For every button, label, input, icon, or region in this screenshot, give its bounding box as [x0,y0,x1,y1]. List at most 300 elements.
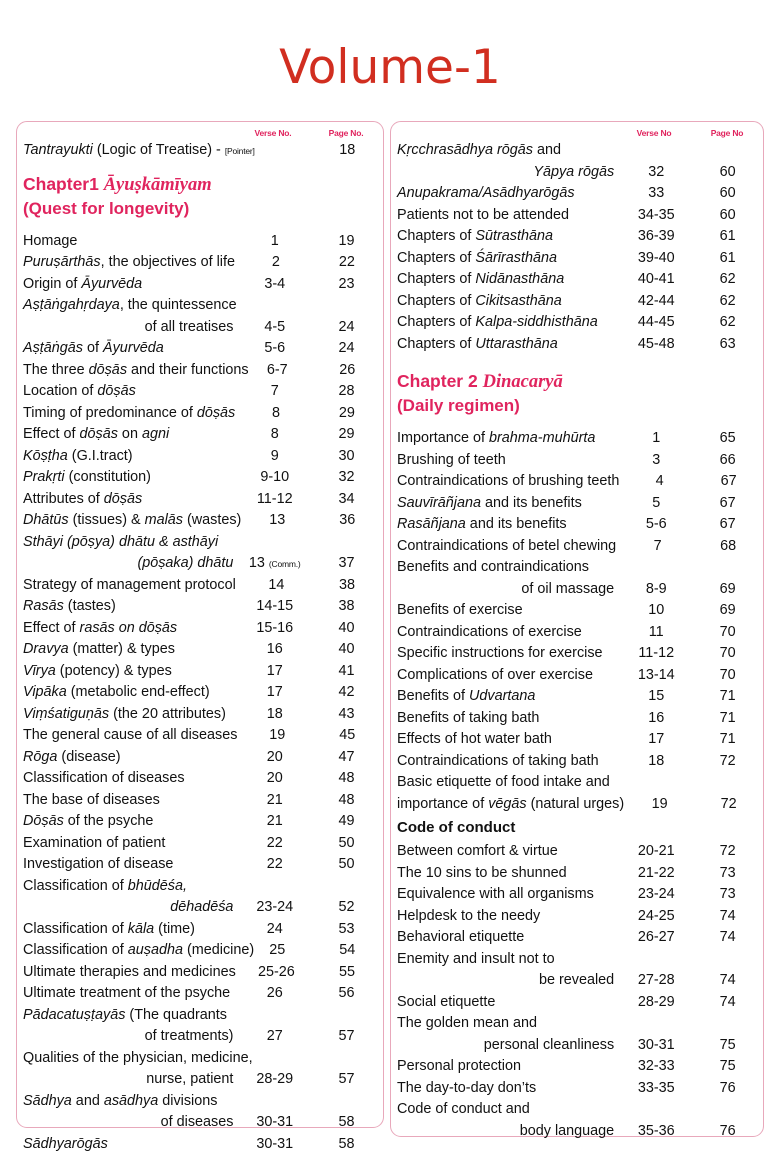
toc-entry[interactable] [397,992,757,1014]
entry-title [23,360,249,382]
entry-verse-no [233,1026,316,1048]
toc-entry[interactable] [397,269,757,291]
entry-text-plain: be revealed [538,972,615,989]
verse-value: 15 [648,688,665,705]
toc-entry[interactable] [397,970,757,992]
toc-entry[interactable] [397,248,757,270]
entry-page-no: 23 [338,275,355,292]
verse-value: 3 [652,451,661,468]
entry-page-no: 61 [719,249,736,266]
verse-value: 16 [648,709,665,726]
entry-text-italic: Kṛcchrasādhya rōgās [397,142,533,159]
entry-title [397,686,614,708]
entry-text-plain: (metabolic end-effect) [66,684,210,701]
verse-value: 1 [652,430,661,447]
entry-page-no: 71 [719,688,736,705]
verse-value: 7 [653,537,662,554]
toc-entry[interactable] [397,450,757,472]
entry-page-no: 37 [338,555,355,572]
entry-title [23,833,233,855]
entry-text-italic: Yāpya rōgās [533,163,615,180]
toc-entry[interactable] [397,493,757,515]
verse-value: 36-39 [637,228,675,245]
toc-entry[interactable] [23,317,377,339]
verse-value: 17 [266,684,283,701]
entry-verse-no [614,1121,698,1143]
toc-entry[interactable] [23,295,377,317]
toc-entry[interactable] [397,841,757,863]
toc-entry[interactable] [397,884,757,906]
spacer [397,418,757,428]
entry-text-plain: Attributes of [23,490,104,507]
entry-title [23,919,233,941]
toc-entry[interactable] [397,643,757,665]
entry-text-plain: importance of [397,795,489,812]
toc-entry[interactable] [23,252,377,274]
verse-value: 22 [266,834,283,851]
toc-entry[interactable] [23,381,377,403]
toc-entry[interactable] [23,747,377,769]
toc-entry[interactable] [23,575,377,597]
entry-text-plain: of diseases [160,1114,234,1131]
entry-verse-no [233,1069,316,1091]
entry-title [397,949,614,971]
toc-entry[interactable] [397,772,757,794]
toc-entry[interactable] [23,768,377,790]
entry-verse-no [614,428,698,450]
entry-title [23,790,233,812]
entry-page-no: 57 [338,1071,355,1088]
verse-value: 19 [269,727,286,744]
entry-title [23,983,233,1005]
toc-entry[interactable] [23,790,377,812]
toc-entry[interactable] [397,579,757,601]
toc-entry[interactable] [397,140,757,162]
entry-text-plain: The 10 sins to be shunned [397,864,567,881]
entry-text-italic: Anupakrama/Asādhyarōgās [397,185,575,202]
entry-verse-no [614,450,698,472]
toc-entry[interactable] [23,1134,377,1155]
entry-title [397,794,625,816]
entry-text-italic: Pādacatuṣṭayās [23,1006,126,1023]
entry-title [397,970,614,992]
entry-page-no: 60 [719,163,736,180]
entry-page-no: 43 [338,705,355,722]
verse-value: 19 [651,795,668,812]
toc-entry[interactable] [397,471,757,493]
toc-entry[interactable] [23,1069,377,1091]
entry-page-no: 62 [719,271,736,288]
entry-title [397,334,614,356]
entry-title [397,841,614,863]
entry-title [23,140,255,163]
entry-text-italic: Sūtrasthāna [475,228,553,245]
verse-value: 8-9 [645,580,667,597]
entry-text-italic: Nidānasthāna [475,271,565,288]
entry-title [23,553,233,575]
toc-entry[interactable] [397,1121,757,1143]
toc-entry[interactable] [23,704,377,726]
toc-entry[interactable] [23,553,377,575]
entry-verse-no [233,768,316,790]
entry-page-no: 69 [719,580,736,597]
entry-page-no: 26 [339,361,356,378]
toc-entry[interactable] [397,205,757,227]
toc-entry[interactable] [23,489,377,511]
toc-entry[interactable] [397,226,757,248]
verse-value: 33 [648,185,665,202]
toc-entry[interactable] [397,312,757,334]
entry-verse-no [614,579,698,601]
toc-entry[interactable] [397,708,757,730]
entry-page-no: 72 [719,752,736,769]
entry-text-plain: Basic etiquette of food intake and [397,774,610,791]
entry-text-plain: (the 20 attributes) [109,705,226,722]
entry-page-no: 72 [720,795,737,812]
verse-value: 13 [269,512,286,529]
entry-text-plain: (disease) [57,748,121,765]
verse-value: 34-35 [637,206,675,223]
entry-verse-no [233,317,316,339]
toc-entry[interactable] [23,1005,377,1027]
entry-text-italic: Vīrya [23,662,56,679]
entry-text-plain: (medicine) [183,942,255,959]
toc-entry[interactable] [397,863,757,885]
entry-text-plain: Benefits of exercise [397,602,523,619]
page-no-header: Page No. [328,128,364,139]
toc-entry[interactable] [23,897,377,919]
entry-title [397,884,614,906]
spacer [397,355,757,369]
toc-entry[interactable] [397,557,757,579]
toc-entry[interactable] [23,510,377,532]
entry-verse-no [614,863,698,885]
entry-page-no: 22 [338,254,355,271]
toc-entry[interactable] [23,403,377,425]
entry-verse-no [614,226,698,248]
toc-entry[interactable] [397,162,757,184]
toc-entry[interactable] [397,665,757,687]
entry-verse-no [233,1134,316,1155]
toc-entry[interactable] [397,622,757,644]
toc-entry[interactable] [397,600,757,622]
entry-title [397,1056,614,1078]
entry-verse-no [614,291,698,313]
verse-value: 23-24 [637,886,675,903]
entry-page-no: 74 [719,907,736,924]
entry-text-plain: (matter) & types [68,641,175,658]
chapter-sanskrit-title: Dinacaryā [482,372,563,393]
toc-entry[interactable] [397,751,757,773]
toc-entry[interactable] [23,854,377,876]
entry-text-plain: of [83,340,104,357]
entry-title [23,403,235,425]
toc-entry[interactable] [23,424,377,446]
entry-text-italic: Tantrayukti [23,142,93,159]
entry-text-plain: body language [519,1122,615,1139]
entry-verse-no [233,704,316,726]
entry-text-italic: Aṣṭāṅgās [23,340,84,357]
entry-verse-no [233,919,316,941]
toc-entry[interactable] [397,514,757,536]
entry-title [397,450,614,472]
toc-entry[interactable] [23,919,377,941]
entry-title [23,811,233,833]
toc-entry[interactable] [23,639,377,661]
entry-title [23,747,233,769]
entry-title [23,338,233,360]
entry-title [397,557,614,579]
entry-title [397,622,614,644]
entry-text-plain: and their functions [127,361,249,378]
toc-entry[interactable] [397,1056,757,1078]
entry-verse-no [235,403,317,425]
entry-text-plain: Contraindications of exercise [397,623,582,640]
entry-verse-no [237,360,318,382]
toc-entry[interactable] [397,334,757,356]
toc-entry[interactable] [23,274,377,296]
entry-text-italic: Āyurvēda [103,340,164,357]
entry-text-italic: Uttarasthāna [475,335,558,352]
entry-page-no: 73 [719,864,736,881]
entry-page-no: 68 [720,537,737,554]
entry-title [23,231,233,253]
toc-entry[interactable] [397,1078,757,1100]
verse-value: 20 [266,748,283,765]
verse-value: 21 [266,813,283,830]
entry-text-plain: The base of diseases [23,791,160,808]
chapter-number: Chapter 2 [397,371,483,392]
entry-text-plain: Chapters of [397,271,476,288]
entry-text-plain: of all treatises [144,318,234,335]
entry-title [23,274,233,296]
entry-page-no: 24 [338,318,355,335]
entry-title [23,854,233,876]
entry-page-no: 48 [338,770,355,787]
entry-page-no: 57 [338,1028,355,1045]
toc-entry[interactable] [23,446,377,468]
verse-value: 11-12 [638,645,675,662]
toc-entry[interactable] [23,661,377,683]
toc-entry[interactable] [23,1091,377,1113]
toc-entry[interactable] [397,794,757,816]
verse-value: 9-10 [260,469,290,486]
entry-title [23,1091,233,1113]
toc-entry[interactable] [397,1013,757,1035]
toc-entry[interactable] [23,983,377,1005]
entry-title [397,1035,614,1057]
entry-text-plain: Importance of [397,430,489,447]
entry-text-plain: Qualities of the physician, medicine, [23,1049,253,1066]
entry-verse-no [233,553,316,576]
chapter-subtitle: (Quest for longevity) [23,198,190,218]
entry-title [23,876,233,898]
entry-text-plain: The general cause of all diseases [23,727,238,744]
entry-verse-no [614,162,698,184]
entry-text-plain: (natural urges) [526,795,625,812]
entry-page-no: 38 [339,576,356,593]
entry-title [23,467,233,489]
entry-page-no: 48 [338,791,355,808]
entry-verse-no [233,1112,316,1134]
entry-page-no: 50 [338,856,355,873]
entry-page-no: 40 [338,619,355,636]
verse-value: 24 [266,920,283,937]
entry-verse-no [614,1056,698,1078]
toc-entry[interactable] [397,949,757,971]
verse-value: 5-6 [264,340,286,357]
toc-entry[interactable] [397,536,757,558]
verse-value: 30-31 [256,1135,294,1152]
entry-text-plain: Investigation of disease [23,856,174,873]
entry-title [23,510,242,532]
toc-entry[interactable] [23,682,377,704]
entry-title [397,643,614,665]
entry-page-no: 30 [338,447,355,464]
entry-title [23,446,233,468]
entry-text-plain: Classification of [23,877,128,894]
toc-entry[interactable] [23,360,377,382]
toc-entry[interactable] [23,467,377,489]
entry-page-no: 58 [338,1135,355,1152]
toc-column-left [16,121,384,1152]
entry-page-no: 73 [719,886,736,903]
entry-text-plain: (time) [154,920,195,937]
entry-title [397,708,614,730]
toc-entry[interactable] [397,1099,757,1121]
entry-verse-no [235,252,317,274]
entry-title [397,162,614,184]
toc-entry[interactable] [397,729,757,751]
entry-verse-no [614,927,698,949]
entry-page-no: 75 [719,1058,736,1075]
entry-verse-no [619,794,700,816]
entry-page-no: 75 [719,1036,736,1053]
toc-entry[interactable] [23,1112,377,1134]
entry-text-plain: of oil massage [521,580,615,597]
verse-value: 42-44 [637,292,675,309]
entry-page-no: 60 [719,206,736,223]
entry-verse-no [616,536,699,558]
toc-entry[interactable] [397,1035,757,1057]
verse-value: 16 [266,641,283,658]
entry-title [397,536,616,558]
entry-page-no: 72 [719,843,736,860]
entry-title [23,295,237,317]
entry-page-no: 53 [338,920,355,937]
entry-verse-no [233,790,316,812]
column-headers-left [23,127,377,140]
verse-no-header: Verse No. [254,128,292,139]
entry-text-italic: asādhya [103,1092,159,1109]
entry-verse-no [233,424,316,446]
toc-entry[interactable] [23,596,377,618]
entry-verse-no [237,940,318,962]
verse-value: 20 [266,770,283,787]
entry-text-italic: malās [144,512,183,529]
entry-title [23,596,233,618]
entry-title [23,1048,253,1070]
entry-text-italic: dēhadēśa [170,899,234,916]
toc-entry[interactable] [23,1026,377,1048]
toc-entry[interactable] [23,940,377,962]
entry-text-italic: dōṣās [79,426,118,443]
entry-title [23,575,236,597]
entry-text-plain: The golden mean and [397,1015,538,1032]
entry-text-plain: nurse, patient [146,1071,234,1088]
verse-value: 15-16 [256,619,294,636]
entry-title [397,579,614,601]
verse-value: 25-26 [258,963,295,980]
toc-entry[interactable] [397,291,757,313]
entry-page-no: 50 [338,834,355,851]
toc-entry[interactable] [397,686,757,708]
entry-text-plain: Equivalence with all organisms [397,886,594,903]
entry-verse-no [233,618,316,640]
entry-page-no: 29 [338,426,355,443]
entry-text-plain: Patients not to be attended [397,206,570,223]
entry-text-plain: (tissues) & [68,512,145,529]
toc-entry[interactable] [397,183,757,205]
entry-text-plain: and its benefits [465,516,567,533]
toc-entry[interactable] [23,725,377,747]
entry-text-plain: on [117,426,142,443]
toc-entry[interactable] [23,1048,377,1070]
entry-text-plain: Code of conduct and [397,1101,530,1118]
verse-value: 45-48 [637,335,675,352]
verse-value: 35-36 [637,1122,675,1139]
verse-value: 33-35 [637,1079,675,1096]
toc-column-right [390,121,764,1137]
verse-value: 2 [271,254,280,271]
entry-page-no: 63 [719,335,736,352]
verse-value: 14-15 [256,598,294,615]
verse-value: 3-4 [264,275,286,292]
toc-entry[interactable] [23,618,377,640]
entry-text-plain: (constitution) [64,469,151,486]
entry-verse-no [614,841,698,863]
verse-value: 25 [269,942,286,959]
toc-entry[interactable] [23,962,377,984]
chapter-heading [23,172,377,197]
entry-text-italic: Sthāyi (pōṣya) dhātu & asthāyi [23,533,219,550]
entry-verse-no [233,639,316,661]
toc-entry[interactable] [23,140,377,162]
toc-entry[interactable] [23,833,377,855]
entry-title [23,381,233,403]
entry-text-italic: vēgās [488,795,527,812]
toc-entry[interactable] [397,428,757,450]
entry-verse-no [233,897,316,919]
entry-title [23,532,233,554]
entry-verse-no [233,833,316,855]
entry-verse-no [233,489,316,511]
toc-entry[interactable] [23,231,377,253]
entry-verse-no [614,334,698,356]
entry-verse-no [614,1035,698,1057]
toc-entry[interactable] [397,927,757,949]
toc-entry[interactable] [23,811,377,833]
entry-text-plain: Effect of [23,619,80,636]
entry-text-italic: auṣadha [127,942,183,959]
entry-text-plain: of treatments) [144,1028,234,1045]
verse-value: 13-14 [637,666,675,683]
verse-value: 30-31 [256,1114,294,1131]
toc-entry[interactable] [23,532,377,554]
toc-entry[interactable] [23,338,377,360]
toc-entry[interactable] [23,876,377,898]
toc-entry[interactable] [397,906,757,928]
